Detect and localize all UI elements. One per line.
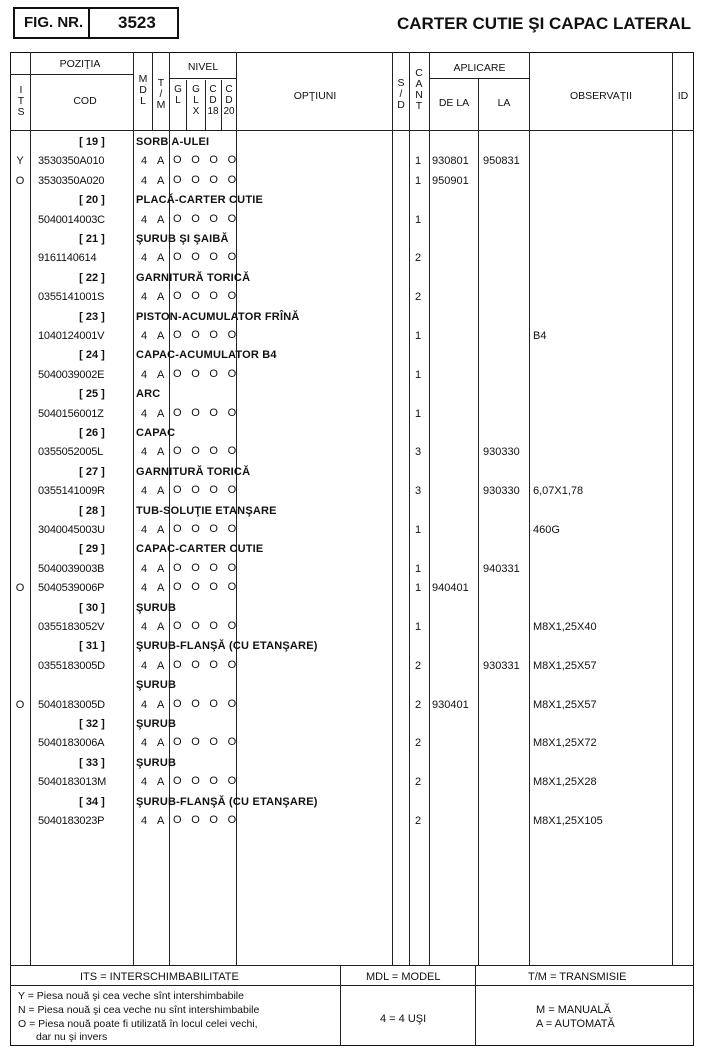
tm-cell: A (157, 737, 165, 750)
quantity-cell: 2 (414, 815, 422, 827)
tm-cell: A (157, 582, 165, 595)
from-date-cell: 940401 (432, 582, 469, 595)
observation-cell: 460G (533, 524, 560, 536)
quantity-cell: 3 (414, 485, 422, 498)
tm-cell: A (157, 621, 165, 633)
table-row (0, 482, 701, 501)
quantity-cell: 1 (414, 330, 422, 342)
tm-cell: A (157, 252, 165, 265)
group-header-row (0, 793, 701, 812)
legend-o: O = Piesa nouă poate fi utilizată în locul celei vechi, (18, 1018, 258, 1030)
tm-cell: A (157, 213, 165, 226)
part-name: ŞURUB (136, 756, 177, 769)
position-number: [ 27 ] (79, 465, 105, 478)
col-header-optiuni: OPŢIUNI (293, 90, 337, 102)
nivel-cell: O O O O (173, 367, 240, 380)
header-line (10, 74, 133, 75)
col-header-its: I T S (17, 84, 25, 118)
position-number: [ 29 ] (79, 543, 105, 556)
to-date-cell: 930330 (483, 485, 520, 498)
legend-its: ITS = INTERSCHIMBABILITATE (80, 971, 239, 983)
col-header-nivel-glx: G L X (192, 84, 200, 117)
group-header-row (0, 230, 701, 249)
page-title: CARTER CUTIE ŞI CAPAC LATERAL (396, 14, 691, 33)
transmission-manual: M = MANUALĂ (536, 1004, 611, 1016)
part-code: 0355141009R (38, 485, 105, 498)
nivel-cell: O O O O (173, 154, 240, 167)
part-name: TUB-SOLUŢIE ETANŞARE (136, 504, 277, 517)
table-row (0, 696, 701, 715)
col-header-mdl: M D L (138, 73, 148, 107)
part-code: 0355141001S (38, 291, 105, 304)
col-header-la: LA (497, 97, 511, 109)
transmission-auto: A = AUTOMATĂ (536, 1018, 615, 1030)
col-header-cod: COD (73, 95, 97, 107)
table-row (0, 172, 701, 191)
quantity-cell: 1 (414, 407, 422, 420)
part-name: ŞURUB (136, 679, 177, 692)
part-code: 5040183005D (38, 698, 105, 711)
part-code: 3040045003U (38, 524, 105, 536)
table-row (0, 560, 701, 579)
mdl-cell: 4 (141, 330, 148, 342)
col-header-nivel-cd20: C D 20 (223, 84, 235, 117)
tm-cell: A (157, 446, 165, 459)
col-header-pozitia: POZIŢIA (59, 58, 101, 70)
quantity-cell: 2 (414, 737, 422, 750)
part-name: ŞURUB-FLANŞĂ (CU ETANŞARE) (136, 640, 318, 653)
part-code: 3530350A020 (38, 174, 105, 187)
col-header-aplicare: APLICARE (453, 62, 506, 74)
col-line (152, 52, 153, 130)
nivel-cell: O O O O (173, 445, 240, 458)
part-name: PISTON-ACUMULATOR FRÎNĂ (136, 310, 300, 323)
col-header-nivel-gl: G L (174, 84, 182, 106)
group-header-row (0, 385, 701, 404)
col-header-de-la: DE LA (438, 97, 470, 109)
position-number: [ 32 ] (79, 718, 105, 730)
part-code: 0355183052V (38, 621, 105, 633)
col-header-observatii: OBSERVAŢII (569, 90, 633, 102)
from-date-cell: 950901 (432, 174, 469, 187)
tm-cell: A (157, 368, 165, 381)
to-date-cell: 930331 (483, 659, 520, 672)
table-row (0, 211, 701, 230)
to-date-cell: 950831 (483, 155, 520, 168)
group-header-row (0, 502, 701, 521)
observation-cell: 6,07X1,78 (533, 485, 584, 498)
legend-o-cont: dar nu şi invers (36, 1031, 108, 1043)
model-value: 4 = 4 UŞI (380, 1013, 427, 1025)
group-header-row (0, 133, 701, 152)
group-header-row (0, 346, 701, 365)
table-row (0, 734, 701, 753)
group-header-row (0, 191, 701, 210)
mdl-cell: 4 (141, 213, 148, 226)
mdl-cell: 4 (141, 291, 148, 304)
position-number: [ 26 ] (79, 427, 105, 439)
legend-y: Y = Piesa nouă şi cea veche sînt intershimbabile (18, 990, 244, 1002)
observation-cell: M8X1,25X57 (533, 698, 597, 711)
to-date-cell: 940331 (483, 562, 520, 575)
group-header-row (0, 540, 701, 559)
nivel-cell: O O O O (173, 212, 240, 225)
table-row (0, 812, 701, 831)
observation-cell: M8X1,25X40 (533, 621, 597, 633)
position-number: [ 25 ] (79, 388, 105, 401)
part-name: ŞURUB-FLANŞĂ (CU ETANŞARE) (136, 795, 318, 808)
part-code: 5040183013M (38, 776, 107, 789)
nivel-cell: O O O O (173, 406, 240, 419)
tm-cell: A (157, 698, 165, 711)
col-header-tm: T / M (156, 77, 166, 111)
quantity-cell: 2 (414, 776, 422, 789)
mdl-cell: 4 (141, 155, 148, 168)
nivel-cell: O O O O (173, 523, 240, 535)
table-row (0, 327, 701, 346)
quantity-cell: 1 (414, 582, 422, 595)
nivel-cell: O O O O (173, 814, 240, 826)
mdl-cell: 4 (141, 485, 148, 498)
col-header-nivel-cd18: C D 18 (207, 84, 219, 117)
table-row (0, 618, 701, 637)
footer-col-line (340, 965, 341, 1046)
group-header-row (0, 715, 701, 734)
col-header-nivel: NIVEL (187, 61, 219, 73)
footer-mid-line (10, 985, 694, 986)
part-name: GARNITURĂ TORICĂ (136, 465, 251, 478)
tm-cell: A (157, 330, 165, 342)
part-code: 3530350A010 (38, 155, 105, 168)
header-bottom-line (10, 130, 694, 131)
col-header-id: ID (677, 90, 689, 102)
part-code: 5040156001Z (38, 407, 104, 420)
mdl-cell: 4 (141, 815, 148, 827)
tm-cell: A (157, 291, 165, 304)
position-number: [ 30 ] (79, 601, 105, 614)
part-code: 0355183005D (38, 659, 105, 672)
position-number: [ 23 ] (79, 310, 105, 323)
table-row (0, 657, 701, 676)
position-number: [ 28 ] (79, 504, 105, 517)
table-row (0, 521, 701, 540)
nivel-cell: O O O O (173, 173, 240, 186)
observation-cell: M8X1,25X72 (533, 737, 597, 750)
position-number: [ 33 ] (79, 756, 105, 769)
group-header-row (0, 599, 701, 618)
mdl-cell: 4 (141, 407, 148, 420)
quantity-cell: 2 (414, 291, 422, 304)
quantity-cell: 2 (414, 252, 422, 265)
table-row (0, 152, 701, 171)
tm-cell: A (157, 562, 165, 575)
quantity-cell: 1 (414, 621, 422, 633)
quantity-cell: 2 (414, 659, 422, 672)
quantity-cell: 1 (414, 155, 422, 168)
part-name: ARC (136, 388, 161, 401)
col-header-sd: S / D (397, 77, 405, 111)
mdl-cell: 4 (141, 446, 148, 459)
legend-tm: T/M = TRANSMISIE (528, 971, 627, 983)
col-header-cant: C A N T (415, 67, 423, 112)
table-row (0, 288, 701, 307)
tm-cell: A (157, 524, 165, 536)
its-cell: O (15, 174, 25, 187)
part-name: GARNITURĂ TORICĂ (136, 271, 251, 284)
mdl-cell: 4 (141, 621, 148, 633)
group-header-row (0, 424, 701, 443)
legend-n: N = Piesa nouă şi cea veche nu sînt intershimbabile (18, 1004, 260, 1016)
fig-number: 3523 (118, 13, 156, 32)
part-code: 5040039002E (38, 368, 105, 381)
position-number: [ 19 ] (79, 136, 105, 148)
tm-cell: A (157, 815, 165, 827)
its-cell: O (15, 582, 25, 595)
table-row (0, 443, 701, 462)
quantity-cell: 1 (414, 524, 422, 536)
tm-cell: A (157, 174, 165, 187)
position-number: [ 24 ] (79, 349, 105, 362)
tm-cell: A (157, 485, 165, 498)
mdl-cell: 4 (141, 252, 148, 265)
part-code: 5040014003C (38, 213, 105, 226)
position-number: [ 34 ] (79, 795, 105, 808)
quantity-cell: 3 (414, 446, 422, 459)
group-header-row (0, 637, 701, 656)
part-name: SORB A-ULEI (136, 136, 210, 148)
quantity-cell: 1 (414, 562, 422, 575)
its-cell: O (15, 698, 25, 711)
part-code: 5040039003B (38, 562, 105, 575)
tm-cell: A (157, 407, 165, 420)
quantity-cell: 1 (414, 368, 422, 381)
nivel-cell: O O O O (173, 697, 240, 710)
table-row (0, 249, 701, 268)
mdl-cell: 4 (141, 174, 148, 187)
part-name: ŞURUB ŞI ŞAIBĂ (136, 233, 229, 245)
part-code: 5040183023P (38, 815, 105, 827)
mdl-cell: 4 (141, 776, 148, 789)
nivel-cell: O O O O (173, 581, 240, 594)
footer-top-line (10, 965, 694, 966)
part-code: 5040183006A (38, 737, 105, 750)
quantity-cell: 2 (414, 698, 422, 711)
nivel-cell: O O O O (173, 775, 240, 788)
observation-cell: M8X1,25X57 (533, 659, 597, 672)
part-name: CAPAC-CARTER CUTIE (136, 543, 264, 556)
nivel-cell: O O O O (173, 658, 240, 671)
part-name: ŞURUB (136, 601, 177, 614)
table-row (0, 405, 701, 424)
header-line (429, 78, 529, 79)
group-header-row (0, 754, 701, 773)
position-number: [ 20 ] (79, 194, 105, 207)
nivel-cell: O O O O (173, 329, 240, 341)
its-cell: Y (16, 155, 24, 168)
tm-cell: A (157, 155, 165, 168)
part-name: ŞURUB (136, 718, 177, 730)
mdl-cell: 4 (141, 562, 148, 575)
part-name: CAPAC (136, 427, 176, 439)
part-code: 9161140614 (38, 252, 97, 265)
quantity-cell: 1 (414, 213, 422, 226)
table-row (0, 579, 701, 598)
part-name: PLACĂ-CARTER CUTIE (136, 194, 264, 207)
legend-mdl: MDL = MODEL (366, 971, 441, 983)
part-name: CAPAC-ACUMULATOR B4 (136, 349, 277, 362)
fig-label: FIG. NR. (24, 14, 84, 31)
header-line (169, 78, 236, 79)
quantity-cell: 1 (414, 174, 422, 187)
observation-cell: M8X1,25X28 (533, 776, 597, 789)
part-code: 0355052005L (38, 446, 104, 459)
mdl-cell: 4 (141, 698, 148, 711)
table-row (0, 366, 701, 385)
nivel-cell: O O O O (173, 290, 240, 303)
observation-cell: B4 (533, 330, 547, 342)
mdl-cell: 4 (141, 659, 148, 672)
fig-box-divider (88, 7, 90, 39)
mdl-cell: 4 (141, 524, 148, 536)
nivel-cell: O O O O (173, 251, 240, 264)
group-header-row (0, 269, 701, 288)
nivel-cell: O O O O (173, 561, 240, 574)
mdl-cell: 4 (141, 582, 148, 595)
footer-col-line (475, 965, 476, 1046)
nivel-cell: O O O O (173, 484, 240, 497)
to-date-cell: 930330 (483, 446, 520, 459)
position-number: [ 22 ] (79, 271, 105, 284)
tm-cell: A (157, 659, 165, 672)
group-header-row (0, 676, 701, 695)
nivel-cell: O O O O (173, 736, 240, 749)
from-date-cell: 930801 (432, 155, 469, 168)
nivel-cell: O O O O (173, 620, 240, 632)
observation-cell: M8X1,25X105 (533, 815, 603, 827)
part-code: 5040539006P (38, 582, 105, 595)
position-number: [ 21 ] (79, 233, 105, 245)
tm-cell: A (157, 776, 165, 789)
mdl-cell: 4 (141, 368, 148, 381)
mdl-cell: 4 (141, 737, 148, 750)
group-header-row (0, 308, 701, 327)
position-number: [ 31 ] (79, 640, 105, 653)
from-date-cell: 930401 (432, 698, 469, 711)
group-header-row (0, 463, 701, 482)
part-code: 1040124001V (38, 330, 105, 342)
table-row (0, 773, 701, 792)
